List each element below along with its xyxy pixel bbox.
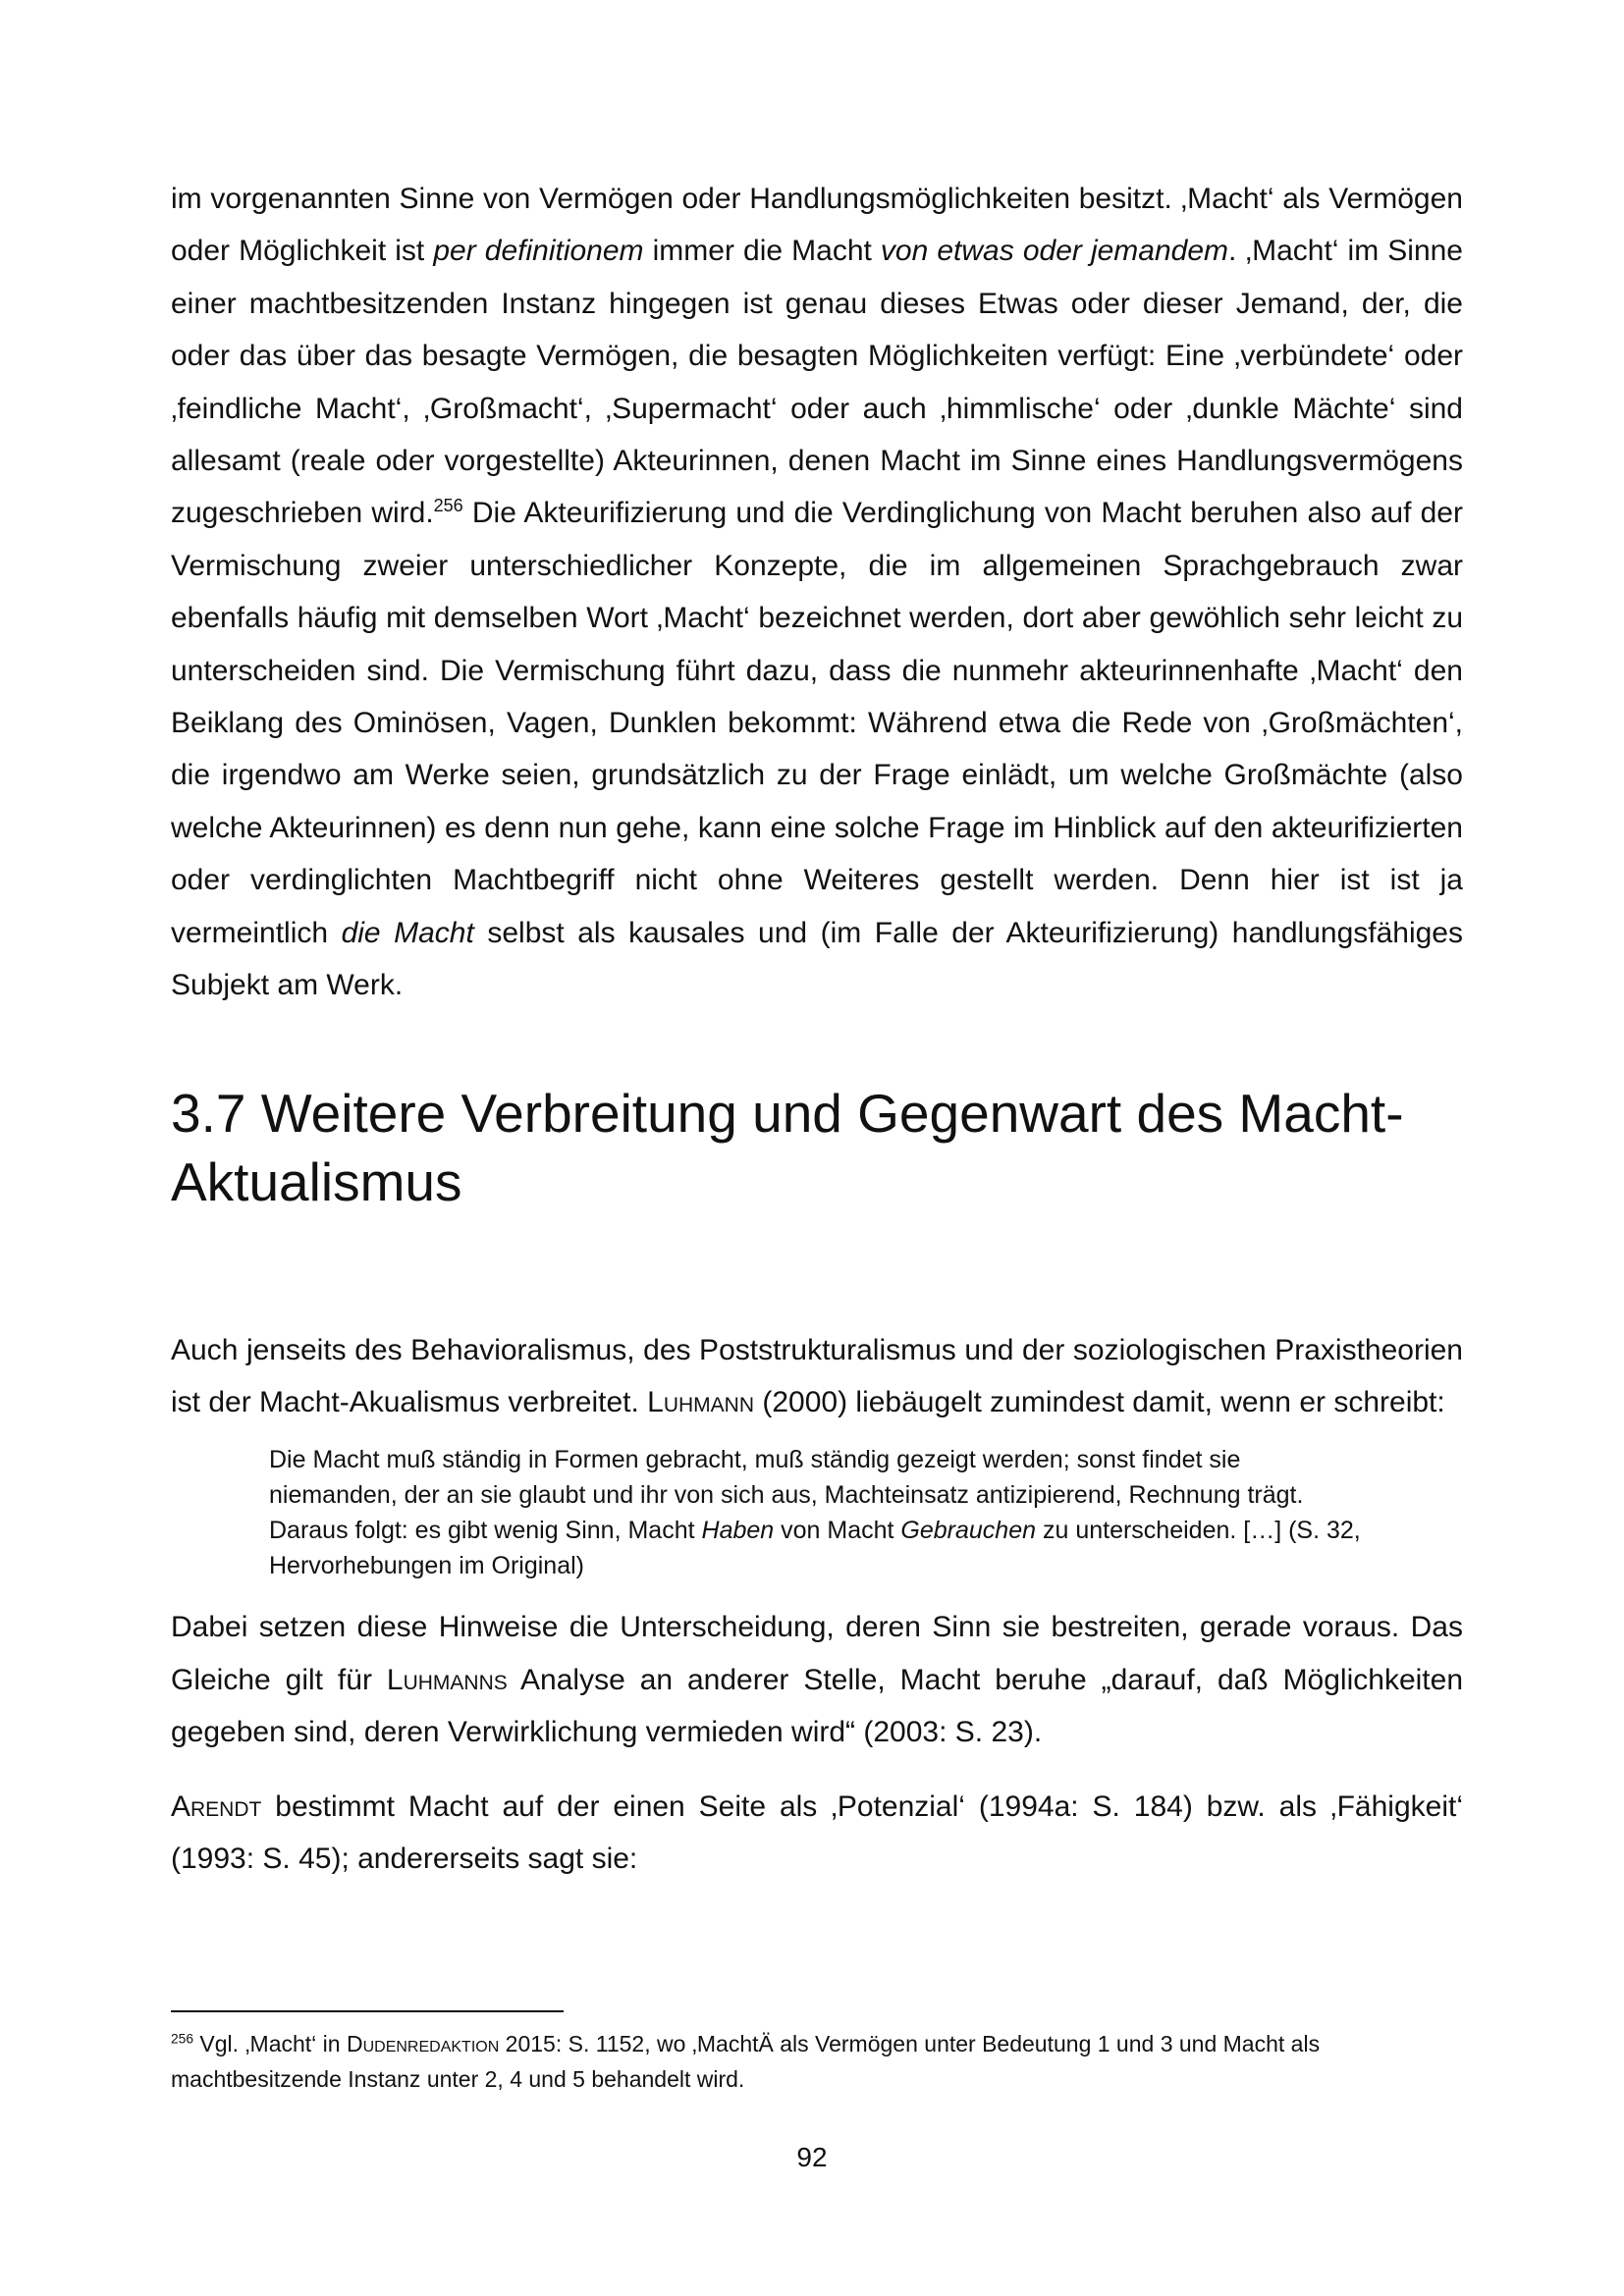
text-run: Vgl. ‚Macht‘ in [193, 2031, 347, 2056]
text-run: Die Macht muß ständig in Formen gebracht, muß ständig gezeigt werden; sonst findet sie niemanden, der an sie glaubt und ihr von sich aus, Machteinsatz antizipierend, Rechnung trägt. Daraus folgt: es gibt wenig Sinn, Macht [269, 1446, 1304, 1545]
text-run: . ‚Macht‘ im Sinne einer machtbesitzenden Instanz hingegen ist genau dieses Etwas oder dieser Jemand, der, die oder das über das besagte Vermögen, die besagten Möglichkeiten verfügt: Eine ‚verbündete‘ oder ‚feindliche Macht‘, ‚Großmacht‘, ‚Supermacht‘ oder auch ‚himmlische‘ oder ‚dunkle Mächte‘ sind allesamt (reale oder vorgestellte) Akteurinnen, denen Macht im Sinne eines Handlungsvermögens zugeschrieben wird. [171, 235, 1463, 530]
text-run: bestimmt Macht auf der einen Seite als ‚Potenzial‘ (1994a: S. 184) bzw. als ‚Fähigkeit‘ (1993: S. 45); andererseits sagt sie: [171, 1789, 1463, 1875]
italic-term: die Macht [341, 916, 474, 949]
italic-term: von etwas oder jemandem [880, 235, 1229, 268]
author-name: Luhmanns [386, 1663, 508, 1696]
body-paragraph-3 [171, 1601, 1463, 1758]
footnote-reference[interactable]: 256 [433, 496, 463, 516]
text-run: von Macht [774, 1517, 901, 1545]
footnote-number: 256 [171, 2031, 194, 2047]
author-name: Luhmann [647, 1385, 755, 1418]
text-run: Die Akteurifizierung und die Verdinglichung von Macht beruhen also auf der Vermischung zweier unterschiedlicher Konzepte, die im allgemeinen Sprachgebrauch zwar ebenfalls häufig mit demselben Wort ‚Macht‘ bezeichnet werden, dort aber gewöhlich sehr leicht zu unterscheiden sind. Die Vermischung führt dazu, dass die nunmehr akteurinnenhafte ‚Macht‘ den Beiklang des Ominösen, Vagen, Dunklen bekommt: Während etwa die Rede von ‚Großmächten‘, die irgendwo am Werke seien, grundsätzlich zu der Frage einlädt, um welche Großmächte (also welche Akteurinnen) es denn nun gehe, kann eine solche Frage im Hinblick auf den akteurifizierten oder verdinglichten Machtbegriff nicht ohne Weiteres gestellt werden. Denn hier ist ist ja vermeintlich [171, 497, 1463, 949]
body-paragraph-1 [171, 173, 1463, 1012]
italic-term: Gebrauchen [900, 1517, 1037, 1545]
text-run: immer die Macht [643, 235, 881, 268]
footnote-256 [171, 2026, 1463, 2097]
text-run: 2015: S. 1152, wo ‚MachtÄ als Vermögen unter Bedeutung 1 und 3 und Macht als machtbesitzende Instanz unter 2, 4 und 5 behandelt wird. [171, 2031, 1321, 2092]
text-run: Analyse an anderer Stelle, Macht beruhe „darauf, daß Möglichkeiten gegeben sind, deren Verwirklichung vermieden wird“ (2003: S. 23). [171, 1663, 1463, 1749]
author-name: Arendt [171, 1789, 262, 1823]
text-run: (2000) liebäugelt zumindest damit, wenn er schreibt: [754, 1385, 1445, 1418]
page-number: 92 [796, 2142, 828, 2172]
footnote-divider [171, 2010, 564, 2012]
body-paragraph-2 [171, 1324, 1463, 1429]
page-body [171, 173, 1463, 1885]
text-run: selbst als kausales und (im Falle der Akteurifizierung) handlungsfähiges Subjekt am Werk. [171, 916, 1463, 1002]
section-heading: 3.7 Weitere Verbreitung und Gegenwart des Macht-Aktualismus [171, 1082, 1404, 1212]
text-run: Dabei setzen diese Hinweise die Unterscheidung, deren Sinn sie bestreiten, gerade voraus. Das Gleiche gilt für [171, 1611, 1463, 1696]
author-name: Dudenredaktion [346, 2031, 500, 2056]
text-run: Auch jenseits des Behavioralismus, des Poststrukturalismus und der soziologischen Praxistheorien ist der Macht-Akualismus verbreitet. [171, 1333, 1463, 1418]
block-quote [269, 1442, 1365, 1583]
text-run: zu unterscheiden. […] (S. 32, Hervorhebungen im Original) [269, 1517, 1361, 1580]
body-paragraph-4 [171, 1781, 1463, 1886]
text-run: im vorgenannten Sinne von Vermögen oder Handlungsmöglichkeiten besitzt. ‚Macht‘ als Vermögen oder Möglichkeit ist [171, 183, 1463, 268]
italic-term: per definitionem [433, 235, 644, 268]
italic-term: Haben [701, 1517, 775, 1545]
